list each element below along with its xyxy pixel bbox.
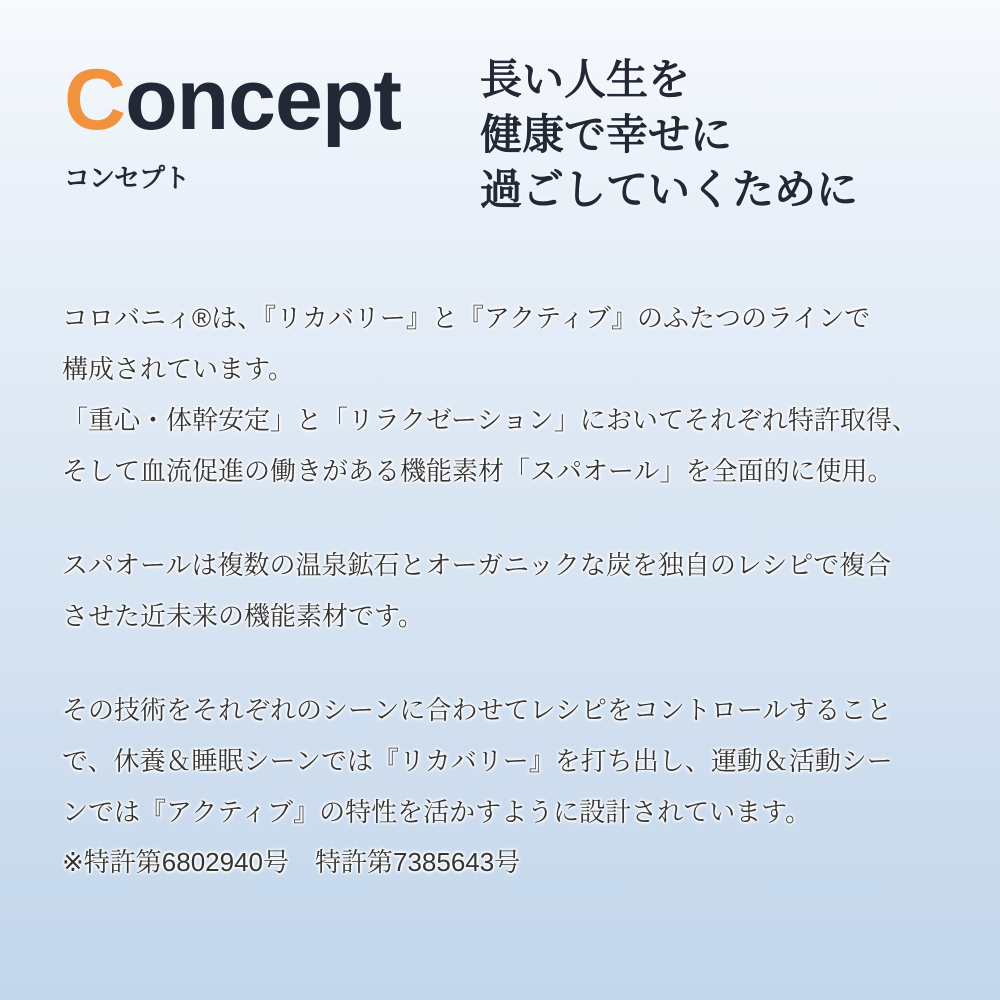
page-title-rest: oncept [125,52,402,148]
body-paragraph-3: その技術をそれぞれのシーンに合わせてレシピをコントロールすること で、休養＆睡眠シーンでは『リカバリー』を打ち出し、運動＆活動シー ンでは『アクティブ』の特性を活かすように設計されています。 [62,695,893,827]
body-paragraph-2: スパオールは複数の温泉鉱石とオーガニックな炭を独自のレシピで複合 させた近未来の機能素材です。 [62,550,892,631]
page-subtitle: コンセプト [64,162,190,193]
body-copy [62,293,942,886]
page-title-initial: C [64,52,126,148]
title-block [64,52,402,195]
patent-note: ※特許第6802940号 特許第7385643号 [62,847,521,877]
headline: 長い人生を 健康で幸せに 過ごしていくために [480,56,859,213]
body-paragraph-1: コロバニィ®は、『リカバリー』と『アクティブ』のふたつのラインで 構成されています。 「重心・体幹安定」と「リラクゼーション」においてそれぞれ特許取得、 そして血流促進の働きがある機能素材「スパオール」を全面的に使用。 [62,303,918,486]
page-title [64,52,402,148]
